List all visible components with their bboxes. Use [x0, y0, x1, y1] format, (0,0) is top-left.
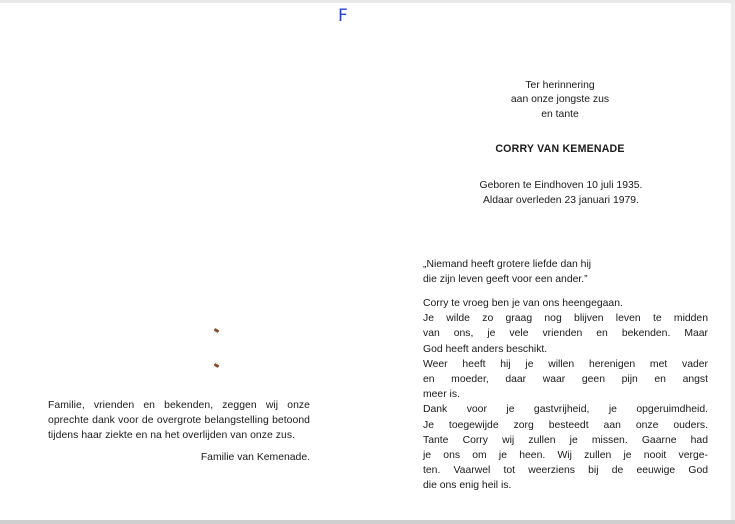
deceased-name: CORRY VAN KEMENADE	[495, 143, 625, 155]
header-line: aan onze jongste zus	[510, 94, 610, 106]
body-line: Je wilde zo graag nog blijven leven te midden	[423, 313, 708, 325]
body-line: Corry te vroeg ben je van ons heengegaan.	[423, 298, 623, 309]
body-line: van ons, je vele vrienden en bekenden. Maar	[423, 328, 708, 340]
body-line: Dank voor je gastvrijheid, je opgeruimdheid.	[423, 404, 708, 416]
body-line: Weer heeft hij je willen herenigen met vader	[423, 358, 708, 370]
scripture-quote	[423, 257, 708, 287]
quote-line: die zijn leven geeft voor een ander.”	[423, 274, 588, 286]
header-line: en tante	[541, 108, 579, 120]
birth-date: Geboren te Eindhoven 10 juli 1935.	[479, 180, 643, 191]
body-line: en moeder, daar waar geen pijn en angst	[423, 374, 708, 386]
quote-line: „Niemand heeft grotere liefde dan hij	[423, 259, 592, 270]
header-line: Ter herinnering	[525, 80, 595, 91]
acknowledgement-text: Familie, vrienden en bekenden, zeggen wij onze oprechte dank voor de overgrote belangstelling betoond tijdens haar ziekte en na het overlijden van onze zus.	[48, 400, 310, 442]
body-line: Je toegewijde zorg besteedt aan onze ouders.	[423, 419, 708, 431]
scan-edge-bottom	[0, 520, 735, 524]
body-line: God heeft anders beschikt.	[423, 343, 548, 355]
paper-speck	[214, 328, 220, 333]
scan-edge-right	[731, 0, 735, 524]
handwritten-mark: F	[338, 6, 348, 26]
death-date: Aldaar overleden 23 januari 1979.	[483, 195, 639, 206]
body-line: meer is.	[423, 389, 460, 401]
paper-speck	[214, 363, 220, 368]
remembrance-header	[440, 79, 680, 122]
family-signature: Familie van Kemenade.	[200, 451, 310, 463]
body-line: die ons enig heil is.	[423, 480, 512, 492]
life-dates	[420, 178, 702, 208]
scan-edge-top	[0, 0, 735, 3]
body-line: Tante Corry wij zullen je missen. Gaarne had	[423, 434, 708, 446]
body-line: ten. Vaarwel tot weerziens bij de eeuwige God	[423, 465, 708, 477]
acknowledgement-panel	[48, 398, 310, 465]
farewell-text	[423, 296, 708, 494]
body-line: je ons om je heen. Wij zullen je nooit verge-	[423, 450, 708, 462]
